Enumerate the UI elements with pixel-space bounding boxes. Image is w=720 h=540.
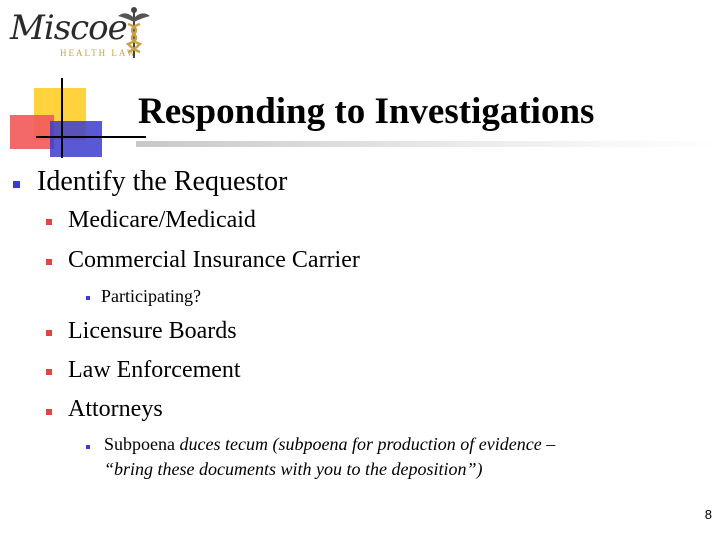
logo-tagline: HEALTH LAW — [60, 48, 138, 58]
bullet-marker-red — [46, 219, 52, 225]
subpoena-italic-line1: duces tecum (subpoena for production of evidence – — [179, 434, 556, 454]
caduceus-icon — [114, 6, 154, 62]
subpoena-italic-line2: “bring these documents with you to the deposition”) — [104, 459, 483, 479]
bullet-commercial-insurance: Commercial Insurance Carrier — [68, 247, 360, 273]
bullet-subpoena-continuation — [104, 459, 482, 480]
page-number: 8 — [704, 507, 712, 522]
decor-blue-square — [50, 121, 102, 157]
bullet-marker-blue-small — [86, 296, 90, 300]
bullet-attorneys: Attorneys — [68, 396, 163, 422]
bullet-law-enforcement: Law Enforcement — [68, 357, 241, 383]
bullet-marker-red — [46, 369, 52, 375]
bullet-marker-red — [46, 409, 52, 415]
bullet-marker-red — [46, 259, 52, 265]
slide-title: Responding to Investigations — [138, 91, 595, 132]
bullet-licensure-boards: Licensure Boards — [68, 318, 237, 344]
bullet-marker-blue — [13, 181, 20, 188]
bullet-participating: Participating? — [101, 286, 201, 306]
decor-vertical-line — [61, 78, 63, 158]
bullet-subpoena — [104, 434, 555, 455]
bullet-marker-blue-small — [86, 445, 90, 449]
bullet-medicare: Medicare/Medicaid — [68, 207, 256, 233]
subpoena-label: Subpoena — [104, 434, 180, 454]
bullet-marker-red — [46, 330, 52, 336]
logo-wordmark: Miscoe — [10, 8, 127, 48]
decor-horizontal-line — [36, 136, 146, 138]
miscoe-logo — [8, 6, 158, 66]
title-underline — [136, 141, 720, 147]
decor-red-square — [10, 115, 54, 149]
bullet-identify-requestor: Identify the Requestor — [37, 166, 288, 197]
